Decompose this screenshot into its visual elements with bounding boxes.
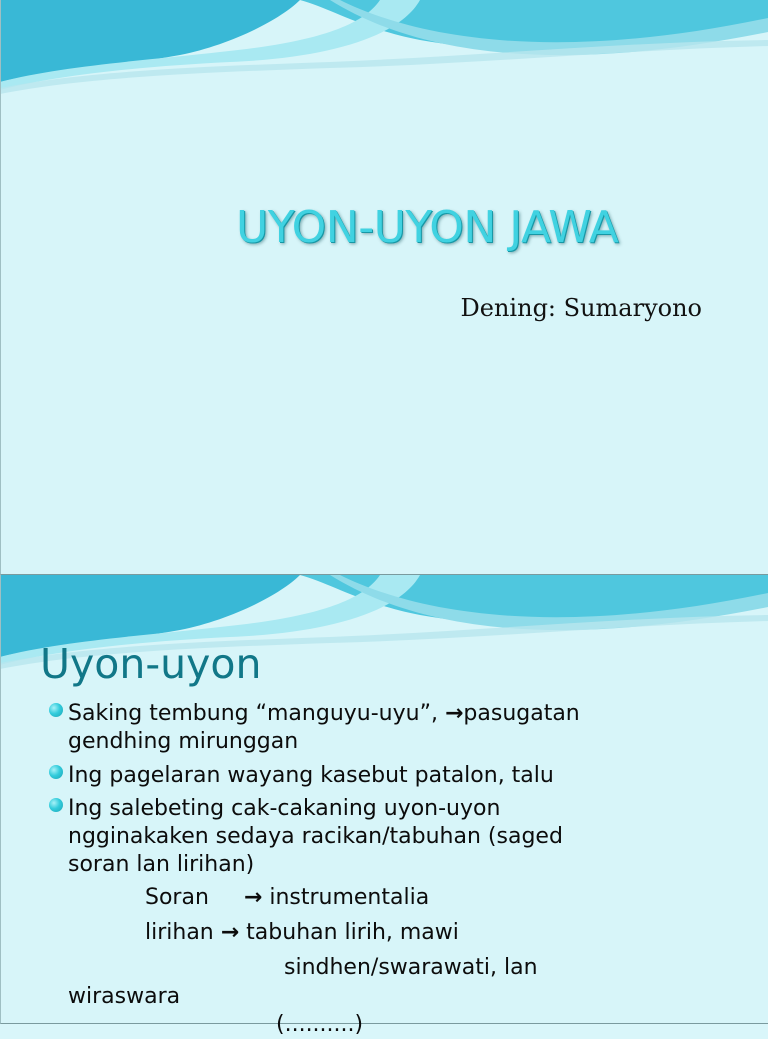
bullet-dot-icon	[49, 798, 63, 812]
bullet-3-line-2: ngginakaken sedaya racikan/tabuhan (saged	[68, 824, 563, 849]
bullet-text: pasugatan	[463, 701, 580, 726]
soran-label: Soran	[145, 885, 209, 910]
bullet-2-line-1: Ing pagelaran wayang kasebut patalon, talu	[68, 763, 554, 788]
slide-subtitle: Dening: Sumaryono	[460, 294, 702, 322]
bullet-1-line-2: gendhing mirunggan	[68, 729, 299, 754]
arrow-icon: →	[444, 701, 464, 726]
slide-title: UYON-UYON JAWA	[236, 202, 619, 253]
partial-line: (..........)	[276, 1012, 364, 1037]
lirihan-label: lirihan	[145, 920, 221, 945]
soran-value: instrumentalia	[262, 885, 430, 910]
bullet-3-line-3: soran lan lirihan)	[68, 852, 255, 877]
content-slide-title: Uyon-uyon	[40, 640, 262, 688]
lirihan-value: tabuhan lirih, mawi	[239, 920, 459, 945]
arrow-icon: →	[220, 920, 240, 945]
arrow-icon: →	[243, 885, 263, 910]
bullet-3-line-1: Ing salebeting cak-cakaning uyon-uyon	[68, 796, 501, 821]
soran-line	[145, 884, 429, 912]
lirihan-line	[145, 919, 459, 947]
lirihan-line-2: sindhen/swarawati, lan	[284, 955, 538, 980]
bullet-dot-icon	[49, 765, 63, 779]
bullet-text: Saking tembung “manguyu-uyu”,	[68, 701, 445, 726]
lirihan-line-3: wiraswara	[68, 984, 181, 1009]
bullet-1-line-1	[68, 700, 580, 728]
bullet-dot-icon	[49, 703, 63, 717]
